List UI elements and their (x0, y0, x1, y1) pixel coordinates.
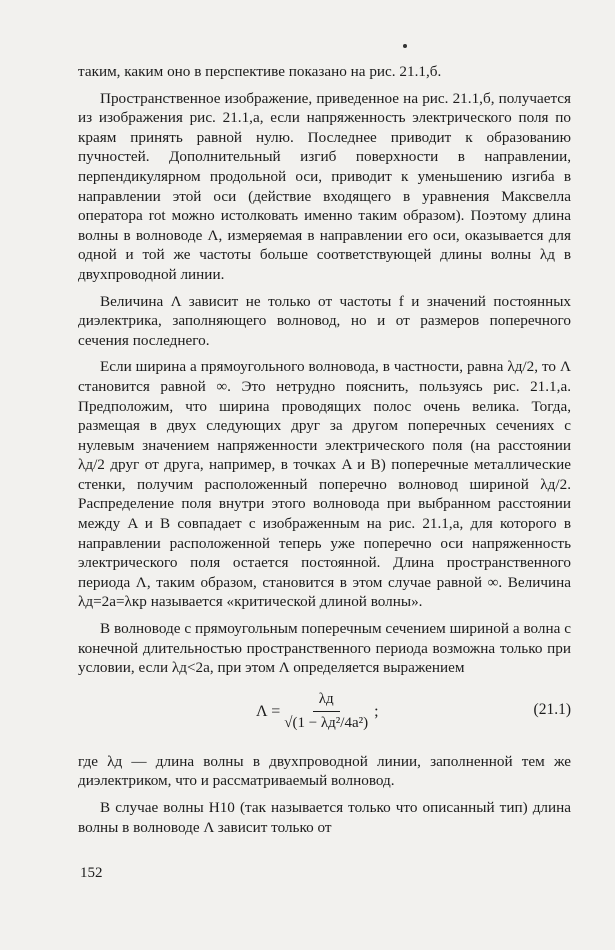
paragraph-5: В волноводе с прямоугольным поперечным сечением шириной a волна с конечной длительностью пространственного периода возможна только при условии, если λд<2a, при этом Λ определяется выражением (78, 620, 571, 677)
equation-number: (21.1) (533, 700, 571, 718)
paragraph-1: таким, каким оно в перспективе показано на рис. 21.1,б. (78, 63, 442, 80)
equation-21-1 (78, 684, 571, 748)
formula-fraction (284, 690, 368, 734)
formula-lhs: Λ = (256, 703, 281, 721)
paragraph-2: Пространственное изображение, приведенное на рис. 21.1,б, получается из изображения рис. 21.1,а, если напряженность электрического поля по краям принять равной нулю. Последнее приводит к образованию пучностей. Дополнительный изгиб поверхности в направлении, перпендикулярном продольной оси, приводит к уменьшению изгиба в направлении этой оси (действие входящего в уравнения Максвелла оператора rot можно истолковать именно таким образом). Поэтому длина волны в волноводе Λ, измеряемая в направлении его оси, оказывается для одной и той же частоты больше соответствующей длины волны λд в двухпроводной линии. (78, 89, 571, 283)
page-body (78, 62, 571, 837)
paragraph-7: В случае волны H10 (так называется только что описанный тип) длина волны в волноводе Λ зависит только от (78, 799, 571, 836)
paragraph-3: Величина Λ зависит не только от частоты f и значений постоянных диэлектрика, заполняющего волновод, но и от размеров поперечного сечения последнего. (78, 292, 571, 349)
formula-trailer: ; (374, 703, 379, 721)
paragraph-6: где λд — длина волны в двухпроводной линии, заполненной тем же диэлектриком, что и рассматриваемый волновод. (78, 752, 571, 790)
formula-denominator: √(1 − λд²/4a²) (284, 715, 369, 732)
formula (256, 690, 379, 734)
formula-numerator: λд (313, 690, 340, 713)
page-number: 152 (80, 865, 103, 881)
ink-speck (403, 44, 407, 48)
paragraph-4: Если ширина a прямоугольного волновода, в частности, равна λд/2, то Λ становится равной ∞. Это нетрудно пояснить, пользуясь рис. 21.1,а. Предположим, что ширина проводящих полос очень велика. Тогда, размещая в двух следующих друг за другом поперечных сечениях с нулевым значением напряженности электрического поля (на расстоянии λд/2 друг от друга, например, в точках A и B) поперечные металлические стенки, получим расположенный поперечно волновод шириной λд/2. Распределение поля внутри этого волновода при выбранном расстоянии между A и B совпадает с изображенным на рис. 21.1,а, для которого в направлении расположенной теперь уже поперечно оси напряженность электрического поля остается постоянной. Длина пространственного периода Λ, таким образом, становится в этом случае равной ∞. Величина λд=2a=λкр называется «критической длиной волны». (78, 358, 571, 611)
